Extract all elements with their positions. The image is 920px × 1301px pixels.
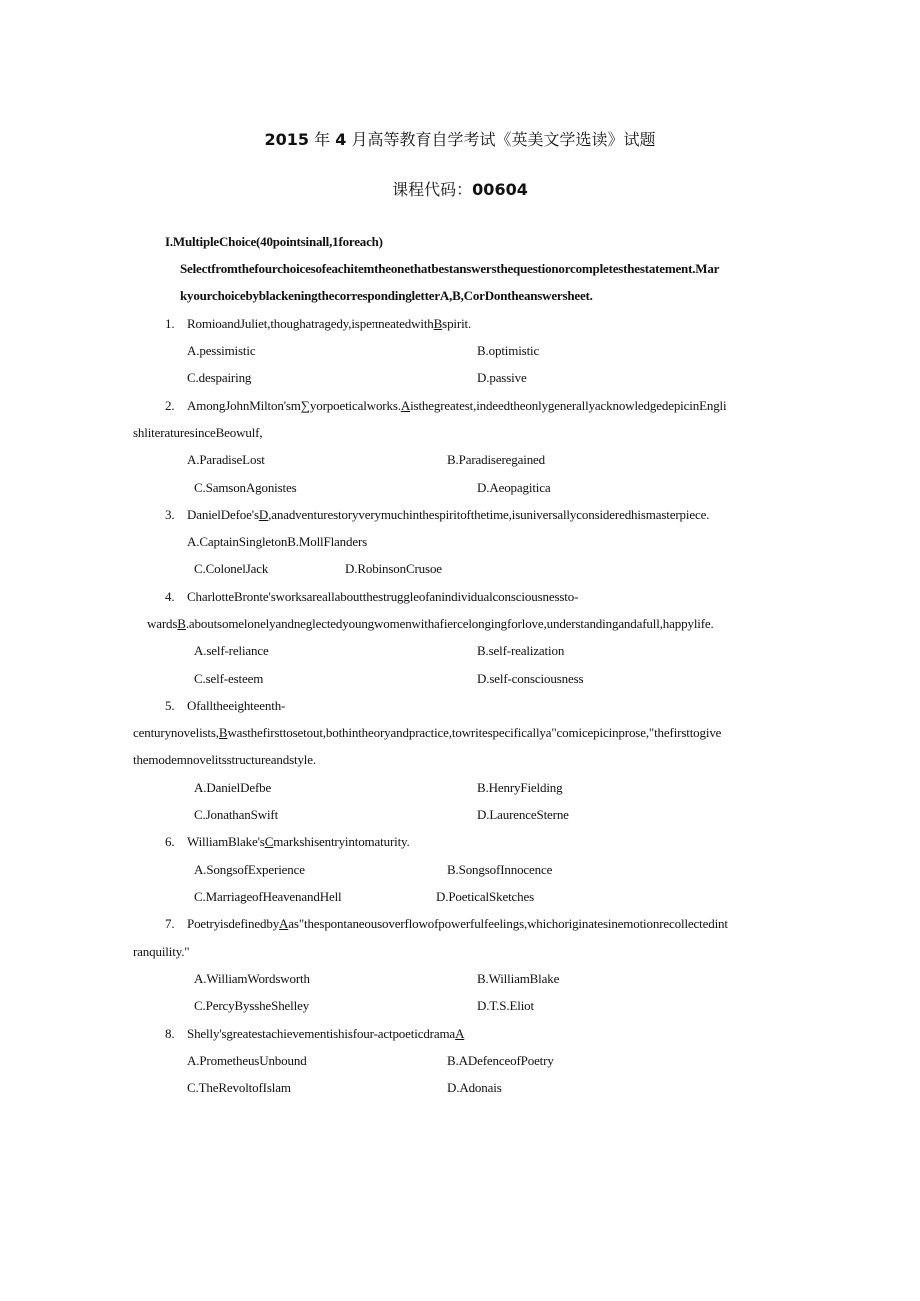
option-b: B.ADefenceofPoetry	[447, 1053, 554, 1068]
question-number: 7.	[165, 916, 175, 931]
instruction-line-1: Selectfromthefourchoicesofeachitemtheonethatbestanswersthequestionorcompletesthestatement.Mar	[180, 261, 720, 276]
question-7	[165, 916, 728, 932]
question-stem: Ofalltheeighteenth-	[187, 698, 286, 713]
answer-mark: B	[177, 616, 186, 631]
question-stem: Shelly'sgreatestachievementishisfour-actpoeticdrama	[187, 1026, 456, 1041]
question-2	[165, 398, 727, 414]
question-number: 4.	[165, 589, 175, 604]
option-d: D.T.S.Eliot	[477, 998, 534, 1013]
option-ab: A.CaptainSingletonB.MollFlanders	[187, 534, 368, 549]
course-code: 00604	[472, 180, 528, 199]
question-number: 6.	[165, 834, 175, 849]
option-c: C.self-esteem	[194, 671, 264, 686]
option-d: D.PoeticalSketches	[436, 889, 535, 904]
option-a: A.self-reliance	[194, 643, 269, 658]
option-c: C.despairing	[187, 370, 252, 385]
question-stem: centurynovelists,	[133, 725, 219, 740]
question-stem-end: spirit.	[442, 316, 472, 331]
answer-mark: B	[218, 725, 228, 740]
question-8	[165, 1026, 464, 1042]
course-code-line	[0, 177, 920, 200]
answer-mark: A	[400, 398, 411, 413]
question-stem-end: markshisentryintomaturity.	[273, 834, 410, 849]
question-stem-end: .aboutsomelonelyandneglectedyoungwomenwithafiercelongingforlove,understandingandafull,happylife.	[185, 616, 714, 631]
option-c: C.MarriageofHeavenandHell	[194, 889, 342, 904]
option-a: A.pessimistic	[187, 343, 256, 358]
question-1	[165, 316, 471, 332]
question-number: 5.	[165, 698, 175, 713]
title-text-rest: 月高等教育自学考试《英美文学选读》试题	[346, 130, 656, 149]
option-c: C.TheRevoltofIslam	[187, 1080, 291, 1095]
option-c: C.JonathanSwift	[194, 807, 279, 822]
title-month: 4	[335, 130, 347, 149]
option-b: B.WilliamBlake	[477, 971, 560, 986]
question-6	[165, 834, 410, 850]
question-stem: DanielDefoe's	[187, 507, 259, 522]
question-2-line-2: shliteraturesinceBeowulf,	[133, 425, 263, 440]
question-5-line-3: themodemnovelitsstructureandstyle.	[133, 752, 316, 767]
question-stem: RomioandJuliet,thoughatragedy,ispeπneatedwith	[187, 316, 434, 331]
option-c: C.PercyBysshеShelley	[194, 998, 310, 1013]
option-b: B.SongsofInnocence	[447, 862, 553, 877]
option-b: B.Paradiseregained	[447, 452, 546, 467]
option-d: D.passive	[477, 370, 527, 385]
question-stem-end: as"thespontaneousoverflowofpowerfulfeelings,whichoriginatesinemotionrecollectedint	[288, 916, 728, 931]
answer-mark: A	[279, 916, 289, 931]
option-d: D.self-consciousness	[477, 671, 584, 686]
title-text: 年	[309, 130, 336, 149]
question-stem: CharlotteBronte'sworksareallaboutthestruggleofanindividualconsciousnessto-	[187, 589, 579, 604]
option-a: A.SongsofExperience	[194, 862, 305, 877]
question-stem-end: wasthefirsttosetout,bothintheoryandpractice,towritespecificallya"comicepicinprose,"thefirsttogive	[227, 725, 722, 740]
answer-mark: A	[455, 1026, 465, 1041]
instruction-line-2: kyourchoicebyblackeningthecorrespondingletterA,B,CorDontheanswersheet.	[180, 288, 593, 303]
answer-mark: D	[258, 507, 269, 522]
question-stem: WilliamBlake's	[187, 834, 265, 849]
question-stem: Poetryisdefinedby	[187, 916, 280, 931]
option-c: C.ColonelJack	[194, 561, 269, 576]
option-b: B.HenryFielding	[477, 780, 563, 795]
option-b: B.optimistic	[477, 343, 540, 358]
option-c: C.SamsonAgonistes	[194, 480, 297, 495]
title-year: 2015	[264, 130, 310, 149]
document-title	[0, 127, 920, 150]
option-a: A.PrometheusUnbound	[187, 1053, 307, 1068]
question-stem-end: ,anadventurestoryverymuchinthespiritofthetime,isuniversallyconsideredhismasterpiece.	[268, 507, 710, 522]
option-d: D.Aeopagitica	[477, 480, 551, 495]
option-d: D.RobinsonCrusoe	[345, 561, 442, 576]
option-d: D.Adonais	[447, 1080, 502, 1095]
question-stem: AmongJohnMilton'sm∑yorpoeticalworks.	[187, 398, 401, 413]
course-code-label: 课程代码：	[392, 180, 473, 199]
option-a: A.DanielDefbe	[194, 780, 272, 795]
question-number: 2.	[165, 398, 175, 413]
option-a: A.ParadiseLost	[187, 452, 265, 467]
option-a: A.WilliamWordsworth	[194, 971, 310, 986]
question-5	[165, 698, 285, 714]
answer-mark: C	[264, 834, 274, 849]
question-4	[165, 589, 578, 605]
question-5-line-2	[133, 725, 721, 741]
question-4-line-2	[147, 616, 714, 632]
question-stem-end: isthegreatest,indeedtheonlygenerallyacknowledgedepicinEngli	[410, 398, 727, 413]
question-number: 3.	[165, 507, 175, 522]
question-stem: wards	[147, 616, 178, 631]
answer-mark: B	[433, 316, 443, 331]
question-3	[165, 507, 709, 523]
question-number: 8.	[165, 1026, 175, 1041]
option-d: D.LaurenceSterne	[477, 807, 569, 822]
option-b: B.self-realization	[477, 643, 565, 658]
section-heading: I.MultipleChoice(40pointsinall,1foreach)	[165, 234, 383, 249]
question-number: 1.	[165, 316, 175, 331]
question-7-line-2: ranquility."	[133, 944, 190, 959]
